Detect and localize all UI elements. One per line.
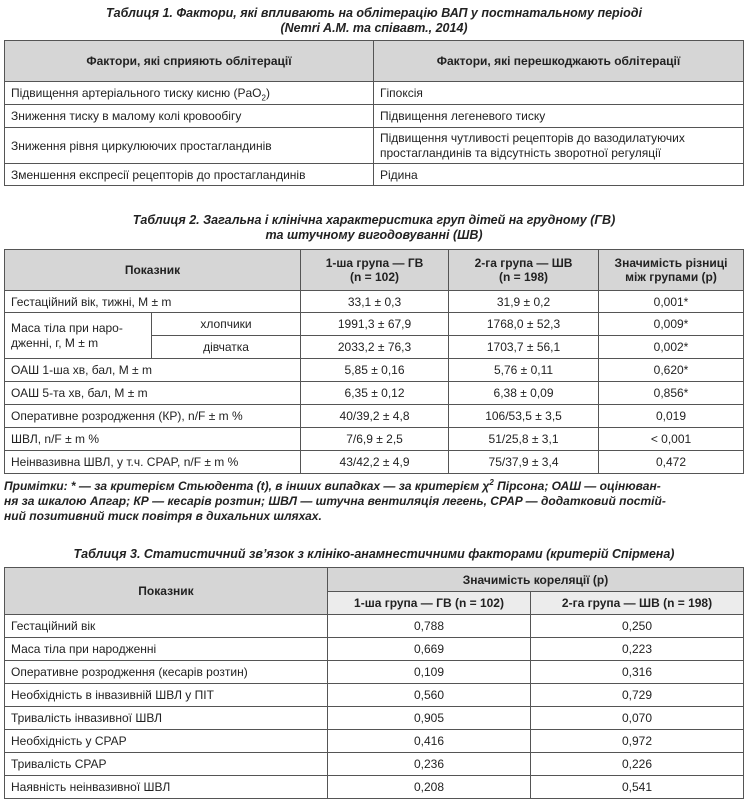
table2-value: 51/25,8 ± 3,1 [449, 428, 599, 451]
table3-value: 0,223 [531, 638, 744, 661]
table2-title-line2: та штучному вигодовуванні (ШВ) [265, 228, 483, 242]
table1-cell: Зменшення експресії рецепторів до простагландинів [5, 164, 374, 186]
table3-value: 0,669 [328, 638, 531, 661]
table1-title-line2: (Nemri A.M. та співавт., 2014) [280, 21, 468, 35]
table1-cell: Гіпоксія [374, 82, 744, 105]
table3-value: 0,972 [531, 730, 744, 753]
table3-title: Таблиця 3. Статистичний зв’язок з клініко-анамнестичними факторами (критерій Спірмена) [73, 547, 675, 561]
table-row [5, 313, 744, 336]
table3-label: Маса тіла при народженні [5, 638, 328, 661]
table1-title-line1: Таблиця 1. Фактори, які впливають на облітерацію ВАП у постнатальному періоді [105, 6, 642, 20]
table2-value: 0,620* [599, 359, 744, 382]
table3-value: 0,788 [328, 615, 531, 638]
table3-value: 0,416 [328, 730, 531, 753]
table-row [5, 615, 744, 638]
table1-cell-text: ) [265, 86, 270, 100]
table2-value: 0,002* [599, 336, 744, 359]
label-line: Маса тіла при наро- [11, 320, 123, 335]
table2-value: 5,85 ± 0,16 [301, 359, 449, 382]
table2-value: 106/53,5 ± 3,5 [449, 405, 599, 428]
table2-value: 0,019 [599, 405, 744, 428]
table2-value: 43/42,2 ± 4,9 [301, 451, 449, 474]
table2-value: 0,001* [599, 291, 744, 313]
table3-value: 0,109 [328, 661, 531, 684]
table-row [5, 291, 744, 313]
table1 [4, 40, 744, 186]
table-row [5, 730, 744, 753]
table1-cell-text: Підвищення артеріального тиску кисню (PaO [11, 86, 262, 100]
table3-value: 0,316 [531, 661, 744, 684]
table2-title-line1: Таблиця 2. Загальна і клінічна характеристика груп дітей на грудному (ГВ) [132, 213, 616, 227]
table2-sublabel: дівчатка [152, 336, 301, 359]
table2-value: 0,009* [599, 313, 744, 336]
table2-value: 2033,2 ± 76,3 [301, 336, 449, 359]
table3-label: Оперативне розродження (кесарів розтин) [5, 661, 328, 684]
table2-label: Оперативне розродження (КР), n/F ± m % [5, 405, 301, 428]
table2-label: ОАШ 1-ша хв, бал, M ± m [5, 359, 301, 382]
header-line: (n = 102) [350, 270, 400, 284]
table3-value: 0,226 [531, 753, 744, 776]
table3-value: 0,729 [531, 684, 744, 707]
table-row [5, 164, 744, 186]
table2-value: 6,35 ± 0,12 [301, 382, 449, 405]
header-line: між групами (p) [625, 270, 717, 284]
table2 [4, 249, 744, 474]
header-line: 2-га група — ШВ [474, 256, 573, 270]
table-row [5, 359, 744, 382]
table2-value: 6,38 ± 0,09 [449, 382, 599, 405]
table1-cell: Зниження тиску в малому колі кровообігу [5, 105, 374, 128]
table-row [5, 428, 744, 451]
table3-label: Тривалість інвазивної ШВЛ [5, 707, 328, 730]
table3-label: Тривалість CPAP [5, 753, 328, 776]
table2-header-group1 [301, 250, 449, 291]
table1-title [0, 6, 748, 36]
header-line: (n = 198) [499, 270, 549, 284]
table-row [5, 661, 744, 684]
table1-cell [5, 82, 374, 105]
table2-label [5, 313, 152, 359]
table2-sublabel: хлопчики [152, 313, 301, 336]
table2-value: 31,9 ± 0,2 [449, 291, 599, 313]
notes-line1 [4, 479, 744, 494]
table-row [5, 405, 744, 428]
table3-value: 0,905 [328, 707, 531, 730]
table2-label: ШВЛ, n/F ± m % [5, 428, 301, 451]
table1-header-promote: Фактори, які сприяють облітерації [5, 41, 374, 82]
table2-title [0, 213, 748, 243]
table3 [4, 567, 744, 799]
table1-header-hinder: Фактори, які перешкоджають облітерації [374, 41, 744, 82]
table-row [5, 451, 744, 474]
table2-header-group2 [449, 250, 599, 291]
superscript: 2 [489, 478, 494, 487]
table1-cell: Рідина [374, 164, 744, 186]
table2-value: < 0,001 [599, 428, 744, 451]
table3-value: 0,070 [531, 707, 744, 730]
table2-value: 0,472 [599, 451, 744, 474]
table-row [5, 776, 744, 799]
table2-value: 1768,0 ± 52,3 [449, 313, 599, 336]
table2-value: 33,1 ± 0,3 [301, 291, 449, 313]
notes-text: Пірсона; ОАШ — оцінюван- [493, 479, 661, 493]
table3-header-group: Значимість кореляції (p) [328, 568, 744, 592]
table2-value: 75/37,9 ± 3,4 [449, 451, 599, 474]
table3-label: Наявність неінвазивної ШВЛ [5, 776, 328, 799]
table2-header-indicator: Показник [5, 250, 301, 291]
table-row [5, 382, 744, 405]
table2-value: 40/39,2 ± 4,8 [301, 405, 449, 428]
table-row [5, 105, 744, 128]
table2-label: Гестаційний вік, тижні, M ± m [5, 291, 301, 313]
table1-cell-line: Підвищення чутливості рецепторів до вазодилатуючих [380, 130, 685, 145]
table2-value: 7/6,9 ± 2,5 [301, 428, 449, 451]
table-row [5, 707, 744, 730]
table2-label: Неінвазивна ШВЛ, у т.ч. CPAP, n/F ± m % [5, 451, 301, 474]
table3-header-group2: 2-га група — ШВ (n = 198) [531, 592, 744, 615]
notes-text: Примітки: * — за критерієм Стьюдента (t), в інших випадках — за критерієм χ [4, 479, 490, 493]
table3-value: 0,250 [531, 615, 744, 638]
table2-value: 5,76 ± 0,11 [449, 359, 599, 382]
notes-line2: ня за шкалою Апгар; КР — кесарів розтин; ШВЛ — штучна вентиляція легень, CPAP — додатковий постій- [4, 494, 666, 508]
table1-cell-line: простагландинів та відсутність зворотної регуляції [380, 145, 662, 160]
table-row [5, 82, 744, 105]
table3-value: 0,560 [328, 684, 531, 707]
notes-line3: ний позитивний тиск повітря в дихальних шляхах. [4, 509, 322, 523]
table-row [5, 128, 744, 164]
table3-label: Гестаційний вік [5, 615, 328, 638]
table3-label: Необхідність в інвазивній ШВЛ у ПІТ [5, 684, 328, 707]
table3-header-group1: 1-ша група — ГВ (n = 102) [328, 592, 531, 615]
table-row [5, 684, 744, 707]
table2-label: ОАШ 5-та хв, бал, M ± m [5, 382, 301, 405]
label-line: дженні, г, M ± m [11, 335, 99, 350]
table2-value: 0,856* [599, 382, 744, 405]
table3-value: 0,541 [531, 776, 744, 799]
table3-value: 0,236 [328, 753, 531, 776]
table1-cell: Підвищення легеневого тиску [374, 105, 744, 128]
header-line: 1-ша група — ГВ [325, 256, 424, 270]
table3-header-indicator: Показник [5, 568, 328, 615]
table-row [5, 753, 744, 776]
table-row [5, 638, 744, 661]
table2-notes [4, 479, 744, 524]
table3-label: Необхідність у CPAP [5, 730, 328, 753]
table3-value: 0,208 [328, 776, 531, 799]
table2-value: 1991,3 ± 67,9 [301, 313, 449, 336]
table1-cell [374, 128, 744, 164]
header-line: Значимість різниці [614, 256, 728, 270]
table2-header-significance [599, 250, 744, 291]
table2-value: 1703,7 ± 56,1 [449, 336, 599, 359]
subscript: 2 [261, 93, 266, 103]
table1-cell: Зниження рівня циркулюючих простагландинів [5, 128, 374, 164]
